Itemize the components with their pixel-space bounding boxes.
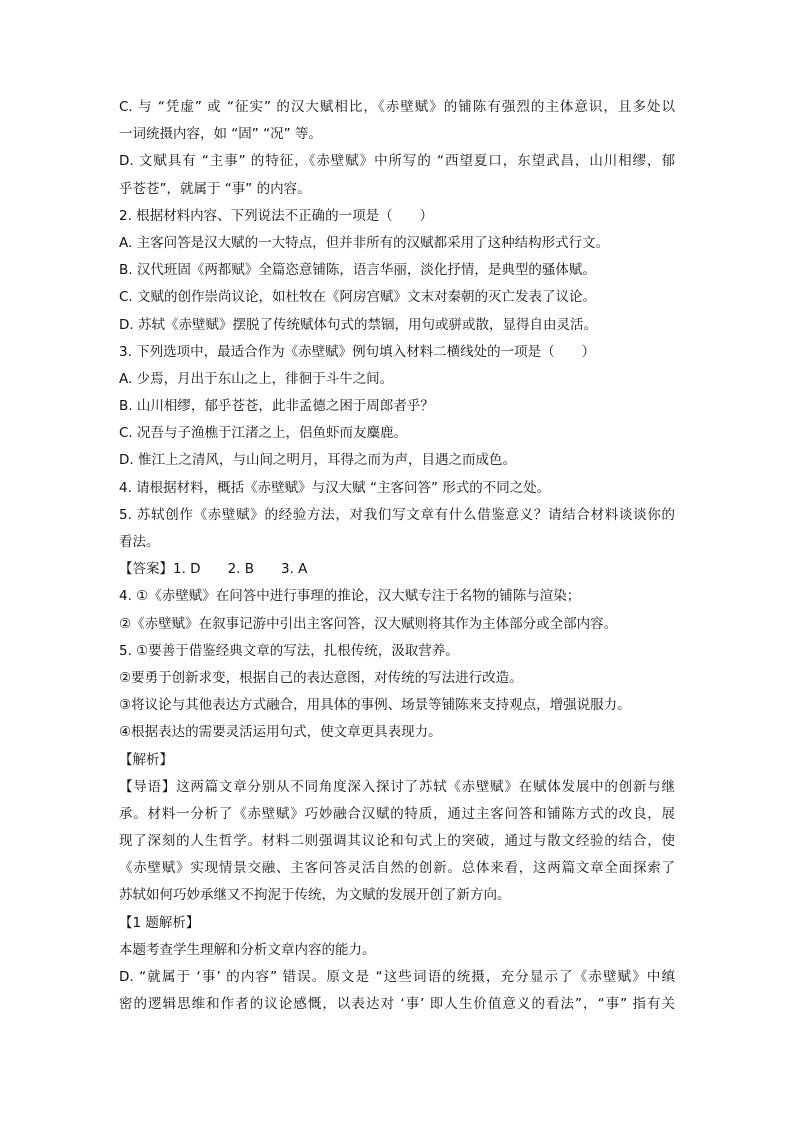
text-line: 苏轼如何巧妙承继又不拘泥于传统，为文赋的发展开创了新方向。 <box>119 887 511 904</box>
text-line: ④根据表达的需要灵活运用句式，使文章更具表现力。 <box>119 724 442 741</box>
text-line: 本题考查学生理解和分析文章内容的能力。 <box>119 941 376 958</box>
text-line: 【1 题解析】 <box>119 914 200 931</box>
text-line: A. 少焉，月出于东山之上，徘徊于斗牛之间。 <box>119 370 394 387</box>
text-line: D. “就属于 ‘事’ 的内容” 错误。原文是 “这些词语的统摄，充分显示了《赤壁赋》中缜 <box>119 969 675 985</box>
text-line: 5. 苏轼创作《赤壁赋》的经验方法，对我们写文章有什么借鉴意义？请结合材料谈谈你的 <box>119 506 675 523</box>
text-line: 【解析】 <box>119 751 173 768</box>
text-line: D. 惟江上之清风，与山间之明月，耳得之而为声，目遇之而成色。 <box>119 452 516 469</box>
text-line: 乎苍苍”，就属于 “事” 的内容。 <box>119 180 311 197</box>
text-line: D. 苏轼《赤壁赋》摆脱了传统赋体句式的禁锢，用句或骈或散，显得自由灵活。 <box>119 316 597 333</box>
text-line: 【答案】1. D 2. B 3. A <box>119 561 308 578</box>
text-line: 现了深刻的人生哲学。材料二则强调其议论和句式上的突破，通过与散文经验的结合，使 <box>119 833 675 850</box>
text-line: A. 主客问答是汉大赋的一大特点，但并非所有的汉赋都采用了这种结构形式行文。 <box>119 234 610 251</box>
text-line: 一词统摄内容，如 “固” “况” 等。 <box>119 126 322 143</box>
text-line: 密的逻辑思维和作者的议论感慨，以表达对 ‘事’ 即人生价值意义的看法”，“事” 指有关 <box>119 996 675 1013</box>
text-line: 2. 根据材料内容、下列说法不正确的一项是（ ） <box>119 207 434 224</box>
text-line: 5. ①要善于借鉴经典文章的写法，扎根传统，汲取营养。 <box>119 642 459 659</box>
text-line: ②要勇于创新求变，根据自己的表达意图，对传统的写法进行改造。 <box>119 669 523 686</box>
text-line: D. 文赋具有 “主事” 的特征，《赤壁赋》中所写的 “西望夏口，东望武昌，山川相缪，郁 <box>119 153 675 170</box>
text-line: 4. 请根据材料，概括《赤壁赋》与汉大赋 “主客问答” 形式的不同之处。 <box>119 479 551 496</box>
text-line: 3. 下列选项中，最适合作为《赤壁赋》例句填入材料二横线处的一项是（ ） <box>119 343 596 360</box>
text-line: ②《赤壁赋》在叙事记游中引出主客问答，汉大赋则将其作为主体部分或全部内容。 <box>119 615 618 632</box>
text-line: B. 汉代班固《两都赋》全篇恣意铺陈，语言华丽，淡化抒情，是典型的骚体赋。 <box>119 262 596 279</box>
text-line: C. 与 “凭虚” 或 “征实” 的汉大赋相比，《赤壁赋》的铺陈有强烈的主体意识，且多处以 <box>119 99 675 115</box>
text-line: 《赤壁赋》实现情景交融、主客问答灵活自然的创新。总体来看，这两篇文章全面探索了 <box>119 860 675 877</box>
text-line: 【导语】这两篇文章分别从不同角度深入探讨了苏轼《赤壁赋》在赋体发展中的创新与继 <box>119 778 675 795</box>
text-line: 承。材料一分析了《赤壁赋》巧妙融合汉赋的特质，通过主客问答和铺陈方式的改良，展 <box>119 805 675 822</box>
text-line: C. 文赋的创作崇尚议论，如杜牧在《阿房宫赋》文末对秦朝的灭亡发表了议论。 <box>119 289 597 306</box>
text-line: 4. ①《赤壁赋》在问答中进行事理的推论，汉大赋专注于名物的铺陈与渲染； <box>119 588 581 605</box>
text-line: C. 况吾与子渔樵于江渚之上，侣鱼虾而友麋鹿。 <box>119 425 408 442</box>
text-line: ③将议论与其他表达方式融合，用具体的事例、场景等铺陈来支持观点，增强说服力。 <box>119 697 631 714</box>
document-page <box>119 94 675 1018</box>
text-line: B. 山川相缪，郁乎苍苍，此非孟德之困于周郎者乎？ <box>119 398 434 415</box>
text-line: 看法。 <box>119 534 160 550</box>
